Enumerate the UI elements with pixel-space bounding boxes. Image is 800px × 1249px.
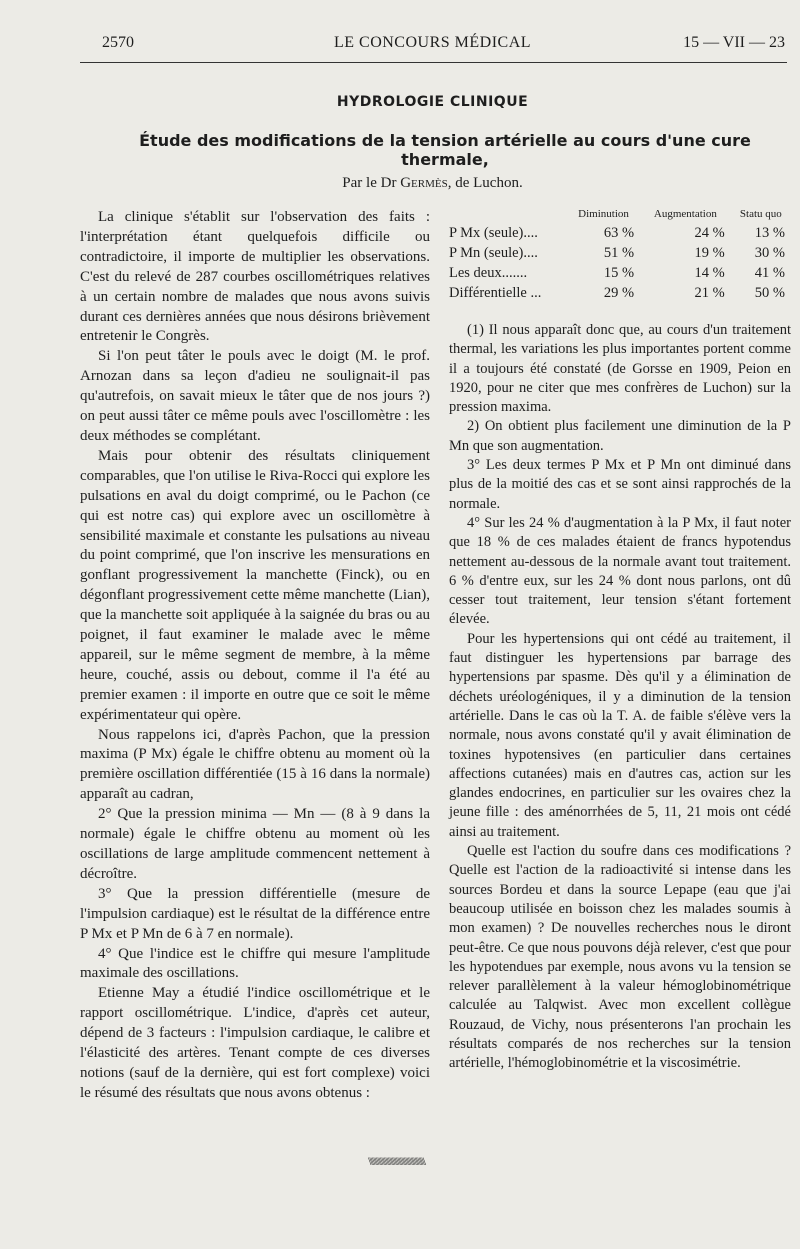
cell: 29 % xyxy=(603,284,635,301)
paragraph: Quelle est l'action du soufre dans ces modifications ? Quelle est l'action de la radioactivité si intense dans les sources Bordeu et dans la source Lepape (eau que j'ai beaucoup utilisée en boisson chez les malades soumis à mon examen) ? De nouvelles recherches nous le diront peut-être. Ce que nous pouvons déjà relever, c'est que pour les hypotendues par exemple, nous avons vu la tension se relever parallèlement à la valeur hémoglobinométrique calculée au Talqwist. Avec mon excellent collègue Rouzaud, de Vichy, nous présenterons l'an prochain les résultats comparés de nos recherches sur la tension artérielle, l'hémoglobinométrie et la viscosimétrie. xyxy=(449,843,791,1072)
column-header: Augmentation xyxy=(653,208,717,220)
table-row xyxy=(449,263,791,283)
row-label: P Mx (seule).... xyxy=(449,224,538,241)
cell: 19 % xyxy=(694,244,725,261)
end-ornament: \\\\\\\\\\\\\\\\\\\\\\\\\\\\\\\\\\\\\\\\\\ xyxy=(368,1154,425,1166)
paragraph: 4° Sur les 24 % d'augmentation à la P Mx, il faut noter que 18 % de ces malades étaient de francs hypotendus nettement au-dessous de la normale avant tout traitement. 6 % d'entre eux, sur les 24 % dont nous parlons, ont dû cesser tout traitement, leur tension s'étant fortement élevée. xyxy=(449,514,791,628)
paragraph: (1) Il nous apparaît donc que, au cours d'un traitement thermal, les variations les plus importantes portent comme il a toujours été constaté (de Gorsse en 1909, Peion en 1920, pour ne citer que mes confrères de Luchon) sur la pression maxima. xyxy=(449,322,791,416)
paragraph: 2° Que la pression minima — Mn — (8 à 9 dans la normale) égale le chiffre obtenu au moment où les oscillations de large amplitude commencent nettement à décroître. xyxy=(80,806,430,882)
row-label: Les deux....... xyxy=(449,264,528,281)
cell: 13 % xyxy=(754,224,785,241)
paragraph: 2) On obtient plus facilement une diminution de la P Mn que son augmentation. xyxy=(449,418,791,454)
cell: 30 % xyxy=(754,244,785,261)
article-title: Étude des modifications de la tension artérielle au cours d'une cure thermale, xyxy=(139,131,751,169)
paragraph: Pour les hypertensions qui ont cédé au traitement, il faut distinguer les hypertensions par barrage des hypertensions par spasme. Dès qu'il y a élimination de déchets uréologéniques, il y a diminution de la tension artérielle. Dans le cas où la T. A. de faible s'élève vers la normale, nous avons constaté qu'il y avait élimination de toxines hypotensives (en particulier dans certaines affections cutanées) mais en d'autres cas, action sur les glandes endocrines, en particulier sur les ovaires chez la jeune fille : des aménorrhées de 5, 11, 21 mois ont cédé ainsi au traitement. xyxy=(449,630,791,840)
paragraph: 3° Que la pression différentielle (mesure de l'impulsion cardiaque) est le résultat de la différence entre P Mx et P Mn de 6 à 7 en normale). xyxy=(80,885,430,942)
cell: 50 % xyxy=(754,284,785,301)
running-header xyxy=(80,34,785,56)
section-title: HYDROLOGIE CLINIQUE xyxy=(336,94,529,110)
cell: 21 % xyxy=(694,284,725,301)
paragraph: 3° Les deux termes P Mx et P Mn ont diminué dans plus de la moitié des cas et se sont ainsi rapprochés de la normale. xyxy=(449,457,791,512)
cell: 14 % xyxy=(694,264,725,281)
journal-title: LE CONCOURS MÉDICAL xyxy=(333,34,532,51)
header-rule xyxy=(80,62,787,63)
results-table xyxy=(449,208,791,303)
cell: 41 % xyxy=(754,264,785,281)
author-line xyxy=(80,175,785,192)
table-row xyxy=(449,283,791,303)
column-header: Diminution xyxy=(578,208,629,220)
row-label: Différentielle ... xyxy=(449,284,542,301)
cell: 15 % xyxy=(603,264,635,281)
paragraph: La clinique s'établit sur l'observation des faits : l'interprétation étant quelquefois difficile ou contradictoire, il importe de multiplier les observations. C'est du relevé de 287 courbes oscillométriques relatives à un certain nombre de malades que nous avons suivis durant ces dernières années que nous désirons brièvement entretenir le Congrès. xyxy=(80,209,430,345)
paragraph: Si l'on peut tâter le pouls avec le doigt (M. le prof. Arnozan dans sa leçon d'adieu ne soulignait-il pas qu'autrefois, on savait mieux le tâter que de nos jours ?) on peut aussi tâter ce même pouls avec l'oscillomètre : les deux méthodes se complétant. xyxy=(80,348,430,444)
right-column xyxy=(449,321,791,1074)
cell: 24 % xyxy=(694,224,725,241)
table-header-row xyxy=(449,208,791,223)
left-column xyxy=(80,208,430,1104)
paragraph: Mais pour obtenir des résultats cliniquement comparables, que l'on utilise le Riva-Rocci qui explore les pulsations en aval du doigt comprimé, ou le Pachon (ce qui est notre cas) qui explore avec un oscillomètre à sensibilité maximale et constante les pulsations au niveau du point comprimé, que l'on inscrive les mensurations en gonflant progressivement la manchette (Finck), ou en dégonflant progressivement cette même manchette (Lian), que la manchette soit appliquée à la saignée du bras ou au poignet, il faut examiner le malade avec le même appareil, sur le même segment de membre, à la même heure, couché, assis ou debout, comme il l'a été au premier examen : il importe en outre que ce soit le même expérimentateur qui opère. xyxy=(80,447,430,723)
column-header: Statu quo xyxy=(739,208,782,220)
cell: 63 % xyxy=(603,224,635,241)
page-number: 2570 xyxy=(102,34,134,51)
author-name: Germès xyxy=(400,175,448,191)
paragraph: Nous rappelons ici, d'après Pachon, que la pression maxima (P Mx) égale le chiffre obtenu au moment où la première oscillation différentiée (15 à 16 dans la normale) apparaît au cadran, xyxy=(80,726,430,803)
paragraph: Etienne May a étudié l'indice oscillométrique et le rapport oscillométrique. L'indice, d'après cet auteur, dépend de 3 facteurs : l'impulsion cardiaque, le calibre et l'élasticité des artères. Tenant compte de ces diverses notions (sauf de la dernière, qui est fort complexe) voici le résumé des résultats que nous avons obtenus : xyxy=(80,985,430,1101)
paragraph: 4° Que l'indice est le chiffre qui mesure l'amplitude maximale des oscillations. xyxy=(80,945,430,982)
cell: 51 % xyxy=(603,244,635,261)
author-suffix: , de Luchon. xyxy=(447,175,523,191)
issue-date: 15 — VII — 23 xyxy=(683,34,785,51)
table-row xyxy=(449,243,791,263)
row-label: P Mn (seule).... xyxy=(449,244,538,261)
table-row xyxy=(449,223,791,243)
author-prefix: Par le Dr xyxy=(342,175,397,191)
